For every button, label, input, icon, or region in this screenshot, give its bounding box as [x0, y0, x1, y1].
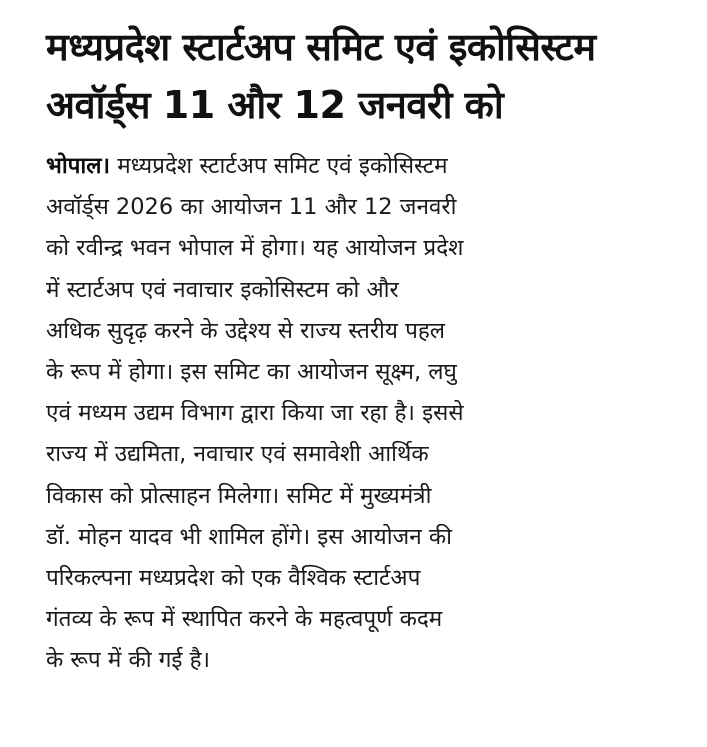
body-line-10: डॉ. मोहन यादव भी शामिल होंगे। इस आयोजन की [46, 523, 452, 550]
body-line-11: परिकल्पना मध्यप्रदेश को एक वैश्विक स्टार्टअप [46, 565, 421, 592]
body-line-3: को रवीन्द्र भवन भोपाल में होगा। यह आयोजन प्रदेश [46, 235, 464, 262]
headline [46, 18, 676, 134]
body-line-5: अधिक सुदृढ़ करने के उद्देश्य से राज्य स्तरीय पहल [46, 317, 446, 344]
body-line-6: के रूप में होगा। इस समिट का आयोजन सूक्ष्म, लघु [46, 359, 457, 386]
article-body [46, 146, 676, 682]
body-line-2: अवॉर्ड्स 2026 का आयोजन 11 और 12 जनवरी [46, 194, 457, 221]
body-line-9: विकास को प्रोत्साहन मिलेगा। समिट में मुख्यमंत्री [46, 482, 432, 509]
body-line-13: के रूप में की गई है। [46, 647, 211, 674]
body-line-7: एवं मध्यम उद्यम विभाग द्वारा किया जा रहा है। इससे [46, 400, 464, 427]
dateline: भोपाल। [46, 153, 111, 179]
headline-line-2: अवॉर्ड्स 11 और 12 जनवरी को [46, 83, 504, 127]
body-line-4: में स्टार्टअप एवं नवाचार इकोसिस्टम को और [46, 276, 399, 303]
body-line-1-text: मध्यप्रदेश स्टार्टअप समिट एवं इकोसिस्टम [110, 153, 448, 179]
body-line-8: राज्य में उद्यमिता, नवाचार एवं समावेशी आर्थिक [46, 441, 429, 468]
headline-line-1: मध्यप्रदेश स्टार्टअप समिट एवं इकोसिस्टम [46, 25, 596, 69]
body-line-12: गंतव्य के रूप में स्थापित करने के महत्वपूर्ण कदम [46, 606, 443, 633]
body-line-1 [46, 146, 676, 187]
